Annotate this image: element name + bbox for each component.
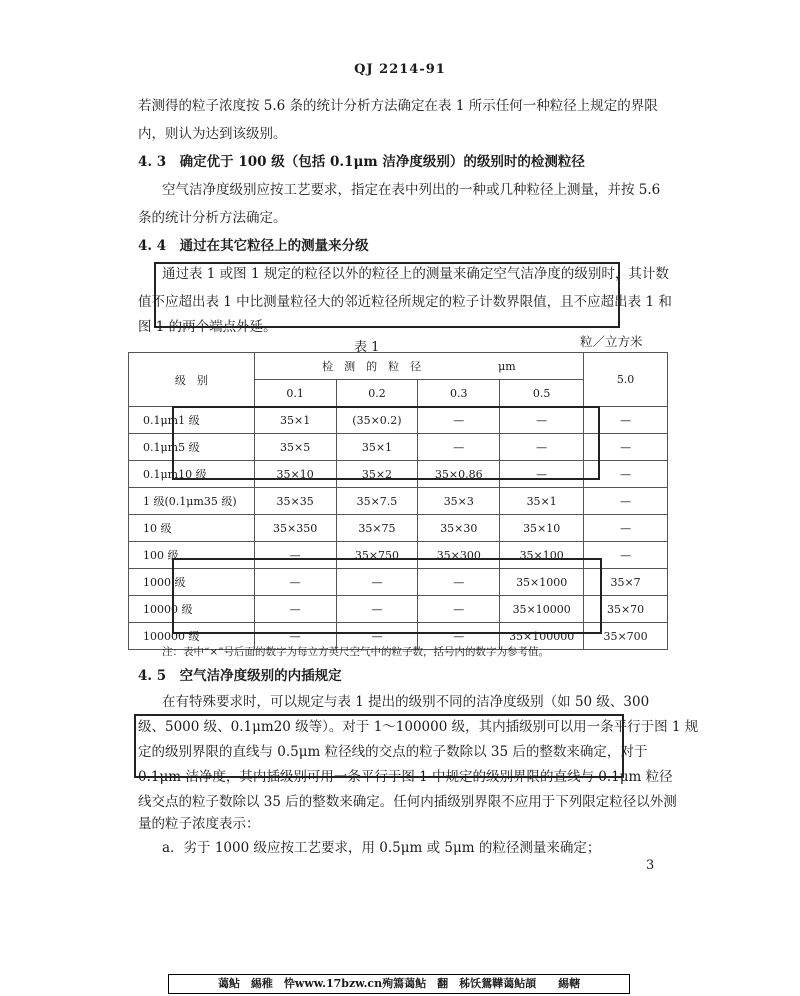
highlight-box-table-bottom xyxy=(172,558,602,634)
table-cell: — xyxy=(500,434,584,461)
row-level-label: 0.1μm1 级 xyxy=(129,407,255,434)
table-cell: — xyxy=(584,407,668,434)
top-paragraph-line-1: 若测得的粒子浓度按 5.6 条的统计分析方法确定在表 1 所示任何一种粒径上规定的界限 xyxy=(138,98,658,114)
table-cell: — xyxy=(254,569,336,596)
table-cell: — xyxy=(254,596,336,623)
section-4-4-line-3: 图 1 的两个端点外延。 xyxy=(138,319,277,335)
table-1-unit: 粒／立方米 xyxy=(580,334,643,349)
section-4-5-heading: 4. 5 空气洁净度级别的内插规定 xyxy=(138,668,342,684)
section-4-5-item-a: a．劣于 1000 级应按工艺要求，用 0.5μm 或 5μm 的粒径测量来确定； xyxy=(162,840,601,856)
section-4-5-line-3: 定的级别界限的直线与 0.5μm 粒径线的交点的粒子数除以 35 后的整数来确定，对于 xyxy=(138,744,648,760)
column-header: 0.3 xyxy=(418,380,500,407)
table-cell: 35×7.5 xyxy=(336,488,418,515)
table-cell: — xyxy=(418,407,500,434)
table-cell: — xyxy=(500,407,584,434)
section-4-5-line-5: 线交点的粒子数除以 35 后的整数来确定。任何内插级别界限不应用于下列限定粒径以外测 xyxy=(138,794,677,810)
highlight-box-table-top xyxy=(172,406,600,480)
section-4-4-line-2: 值不应超出表 1 中比测量粒径大的邻近粒径所规定的粒子计数界限值，且不应超出表 1 和 xyxy=(138,294,672,310)
row-level-label: 0.1μm10 级 xyxy=(129,461,255,488)
top-paragraph-line-2: 内，则认为达到该级别。 xyxy=(138,126,287,142)
row-level-label: 100000 级 xyxy=(129,623,255,650)
table-cell: 35×10000 xyxy=(500,596,584,623)
table-cell: 35×2 xyxy=(336,461,418,488)
table-cell: 35×350 xyxy=(254,515,336,542)
section-4-5-line-2: 级、5000 级、0.1μm20 级等）。对于 1～100000 级，其内插级别可以用一条平行于图 1 规 xyxy=(138,719,699,735)
section-4-4-line-1: 通过表 1 或图 1 规定的粒径以外的粒径上的测量来确定空气洁净度的级别时，其计数 xyxy=(162,266,669,282)
table-cell: — xyxy=(584,542,668,569)
section-4-3-line-2: 条的统计分析方法确定。 xyxy=(138,210,287,226)
table-cell: 35×700 xyxy=(584,623,668,650)
table-cell: — xyxy=(418,569,500,596)
table-cell: 35×300 xyxy=(418,542,500,569)
section-4-3-line-1: 空气洁净度级别应按工艺要求，指定在表中列出的一种或几种粒径上测量，并按 5.6 xyxy=(162,182,661,198)
row-level-label: 100 级 xyxy=(129,542,255,569)
section-4-3-heading: 4. 3 确定优于 100 级（包括 0.1μm 洁净度级别）的级别时的检测粒径 xyxy=(138,154,585,170)
level-column-header: 级 别 xyxy=(129,353,255,407)
table-cell: — xyxy=(336,623,418,650)
table-cell: — xyxy=(254,623,336,650)
highlight-box-4-4 xyxy=(154,262,620,328)
table-row xyxy=(129,515,668,542)
table-cell: — xyxy=(418,623,500,650)
table-cell: (35×0.2) xyxy=(336,407,418,434)
table-cell: 35×100 xyxy=(500,542,584,569)
table-cell: — xyxy=(418,596,500,623)
table-header-row xyxy=(129,353,668,380)
table-row xyxy=(129,488,668,515)
table-1-note: 注：表中“×”号后面的数字为每立方英尺空气中的粒子数，括号内的数字为参考值。 xyxy=(162,646,550,658)
table-cell: 35×30 xyxy=(418,515,500,542)
table-cell: — xyxy=(418,434,500,461)
column-header: 0.5 xyxy=(500,380,584,407)
section-4-5-line-1: 在有特殊要求时，可以规定与表 1 提出的级别不同的洁净度级别（如 50 级、300 xyxy=(162,694,650,710)
table-cell: — xyxy=(584,515,668,542)
table-cell: 35×100000 xyxy=(500,623,584,650)
column-header: 0.1 xyxy=(254,380,336,407)
table-cell: 35×1 xyxy=(500,488,584,515)
table-cell: 35×750 xyxy=(336,542,418,569)
table-cell: — xyxy=(500,461,584,488)
row-level-label: 10000 级 xyxy=(129,596,255,623)
table-cell: — xyxy=(254,542,336,569)
table-cell: 35×1 xyxy=(254,407,336,434)
page-number: 3 xyxy=(646,858,655,873)
highlight-box-4-5 xyxy=(134,714,624,778)
row-level-label: 0.1μm5 级 xyxy=(129,434,255,461)
table-cell: — xyxy=(584,488,668,515)
document-id: QJ 2214-91 xyxy=(354,62,446,77)
table-cell: 35×1000 xyxy=(500,569,584,596)
section-4-5-line-6: 量的粒子浓度表示： xyxy=(138,816,260,832)
column-header: 5.0 xyxy=(584,353,668,407)
table-cell: — xyxy=(584,461,668,488)
footer-watermark-bar: 蔼鲇 緆稚 忰www.17bzw.cn殉篶蔼鲇 翻 秭饫鴛鞾蔼鲇頡 緆轄 xyxy=(168,974,630,994)
row-level-label: 1000 级 xyxy=(129,569,255,596)
table-cell: — xyxy=(336,569,418,596)
section-4-4-heading: 4. 4 通过在其它粒径上的测量来分级 xyxy=(138,238,369,254)
table-cell: 35×75 xyxy=(336,515,418,542)
section-4-5-line-4: 0.1μm 洁净度，其内插级别可用一条平行于图 1 中规定的级别界限的直线与 0.1μm 粒径 xyxy=(138,769,673,785)
table-cell: 35×5 xyxy=(254,434,336,461)
table-cell: — xyxy=(584,434,668,461)
table-cell: 35×70 xyxy=(584,596,668,623)
table-1-caption: 表 1 xyxy=(354,340,380,355)
table-cell: 35×0.86 xyxy=(418,461,500,488)
particle-size-header-label: 检 测 的 粒 径 xyxy=(322,360,422,373)
particle-size-unit: μm xyxy=(498,360,516,373)
table-cell: 35×1 xyxy=(336,434,418,461)
table-cell: 35×7 xyxy=(584,569,668,596)
table-cell: 35×3 xyxy=(418,488,500,515)
column-header: 0.2 xyxy=(336,380,418,407)
table-cell: 35×10 xyxy=(500,515,584,542)
table-cell: 35×35 xyxy=(254,488,336,515)
table-cell: — xyxy=(336,596,418,623)
row-level-label: 1 级(0.1μm35 级) xyxy=(129,488,255,515)
row-level-label: 10 级 xyxy=(129,515,255,542)
table-cell: 35×10 xyxy=(254,461,336,488)
particle-size-header xyxy=(254,353,583,380)
